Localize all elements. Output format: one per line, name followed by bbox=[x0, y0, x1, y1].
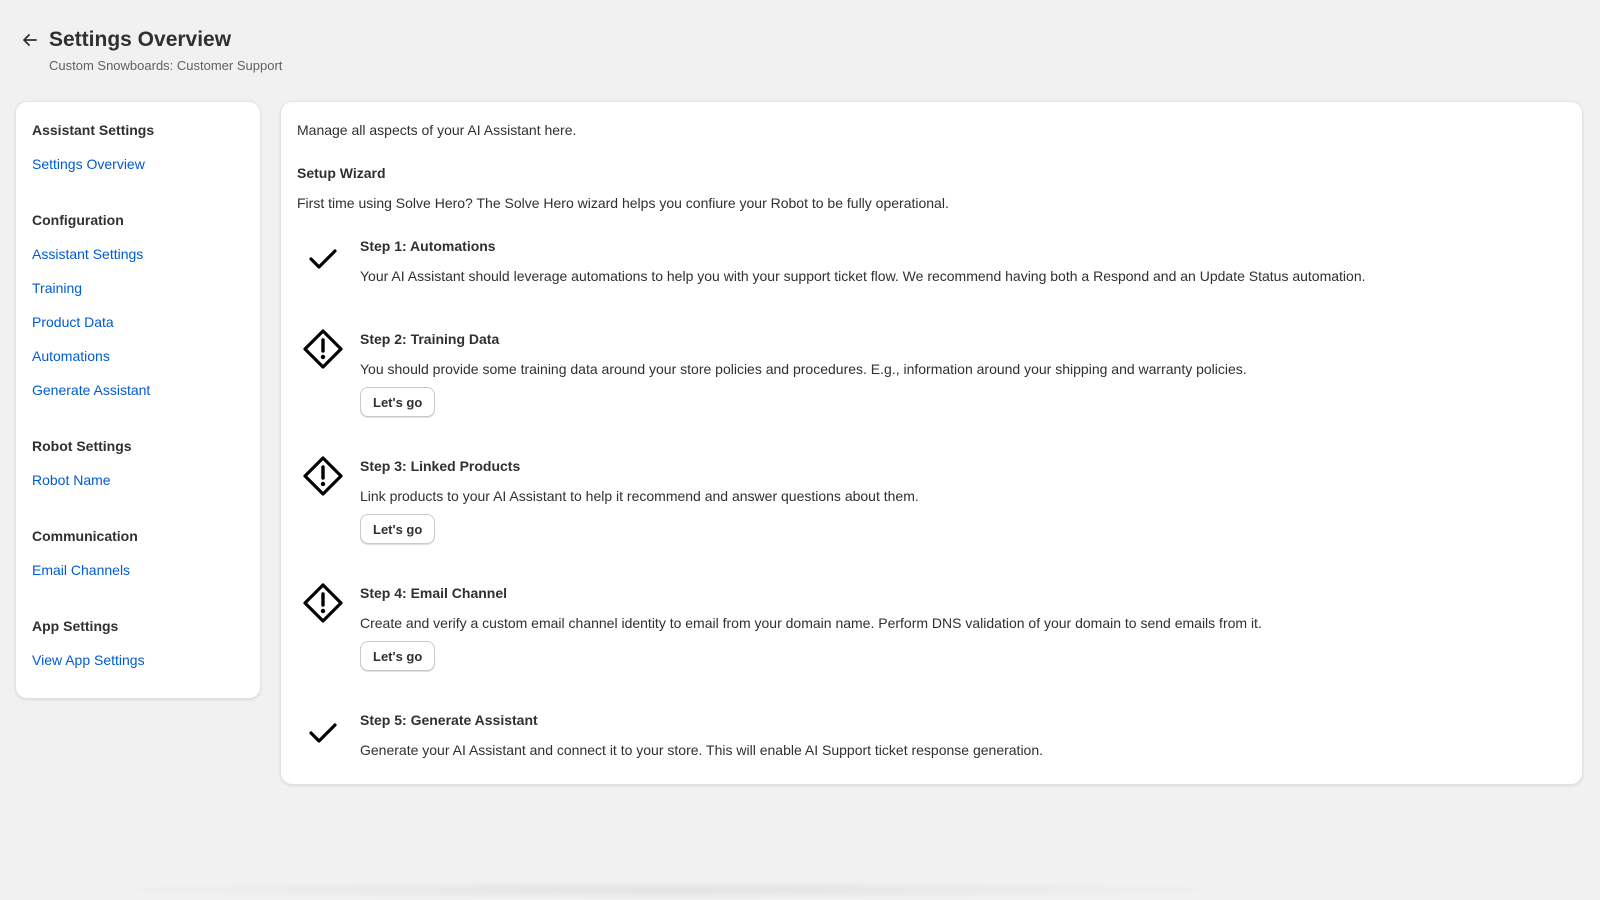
sidebar-item-robot-name[interactable]: Robot Name bbox=[32, 472, 111, 488]
sidebar-item-generate-assistant[interactable]: Generate Assistant bbox=[32, 382, 151, 398]
step-title: Step 1: Automations bbox=[360, 238, 496, 254]
page-subtitle: Custom Snowboards: Customer Support bbox=[49, 58, 283, 73]
bottom-shadow bbox=[60, 880, 1280, 900]
page-title: Settings Overview bbox=[49, 28, 232, 51]
training-data-lets-go-button[interactable]: Let's go bbox=[360, 387, 435, 417]
step-description: You should provide some training data around your store policies and procedures. E.g., information around your shipping and warranty policies. bbox=[360, 361, 1247, 377]
setup-wizard-card bbox=[280, 101, 1583, 785]
step-description: Link products to your AI Assistant to help it recommend and answer questions about them. bbox=[360, 488, 919, 504]
warning-diamond-icon bbox=[301, 581, 345, 625]
step-description: Generate your AI Assistant and connect it to your store. This will enable AI Support ticket response generation. bbox=[360, 742, 1044, 758]
step-title: Step 5: Generate Assistant bbox=[360, 712, 538, 728]
step-description: Create and verify a custom email channel identity to email from your domain name. Perform DNS validation of your domain to send emails from it. bbox=[360, 615, 1262, 631]
arrow-left-icon bbox=[21, 31, 39, 49]
email-channel-lets-go-button[interactable]: Let's go bbox=[360, 641, 435, 671]
step-description: Your AI Assistant should leverage automations to help you with your support ticket flow. We recommend having both a Respond and an Update Status automation. bbox=[360, 268, 1366, 284]
setup-wizard-title: Setup Wizard bbox=[297, 165, 386, 181]
sidebar-item-product-data[interactable]: Product Data bbox=[32, 314, 114, 330]
checkmark-icon bbox=[301, 237, 345, 281]
nav-section-app-settings: App Settings bbox=[32, 618, 119, 634]
step-title: Step 2: Training Data bbox=[360, 331, 500, 347]
checkmark-icon bbox=[301, 711, 345, 755]
setup-wizard-description: First time using Solve Hero? The Solve Hero wizard helps you confiure your Robot to be fully operational. bbox=[297, 195, 949, 211]
settings-sidebar bbox=[15, 101, 261, 699]
sidebar-item-settings-overview[interactable]: Settings Overview bbox=[32, 156, 145, 172]
sidebar-item-training[interactable]: Training bbox=[32, 280, 83, 296]
warning-diamond-icon bbox=[301, 327, 345, 371]
nav-section-communication: Communication bbox=[32, 528, 138, 544]
sidebar-item-view-app-settings[interactable]: View App Settings bbox=[32, 652, 145, 668]
linked-products-lets-go-button[interactable]: Let's go bbox=[360, 514, 435, 544]
sidebar-item-email-channels[interactable]: Email Channels bbox=[32, 562, 131, 578]
sidebar-item-assistant-settings[interactable]: Assistant Settings bbox=[32, 246, 144, 262]
nav-section-robot-settings: Robot Settings bbox=[32, 438, 132, 454]
nav-section-configuration: Configuration bbox=[32, 212, 124, 228]
sidebar-item-automations[interactable]: Automations bbox=[32, 348, 110, 364]
warning-diamond-icon bbox=[301, 454, 345, 498]
intro-text: Manage all aspects of your AI Assistant here. bbox=[297, 122, 577, 138]
step-title: Step 4: Email Channel bbox=[360, 585, 508, 601]
back-button[interactable] bbox=[20, 30, 40, 50]
step-title: Step 3: Linked Products bbox=[360, 458, 521, 474]
nav-section-assistant-settings: Assistant Settings bbox=[32, 122, 155, 138]
